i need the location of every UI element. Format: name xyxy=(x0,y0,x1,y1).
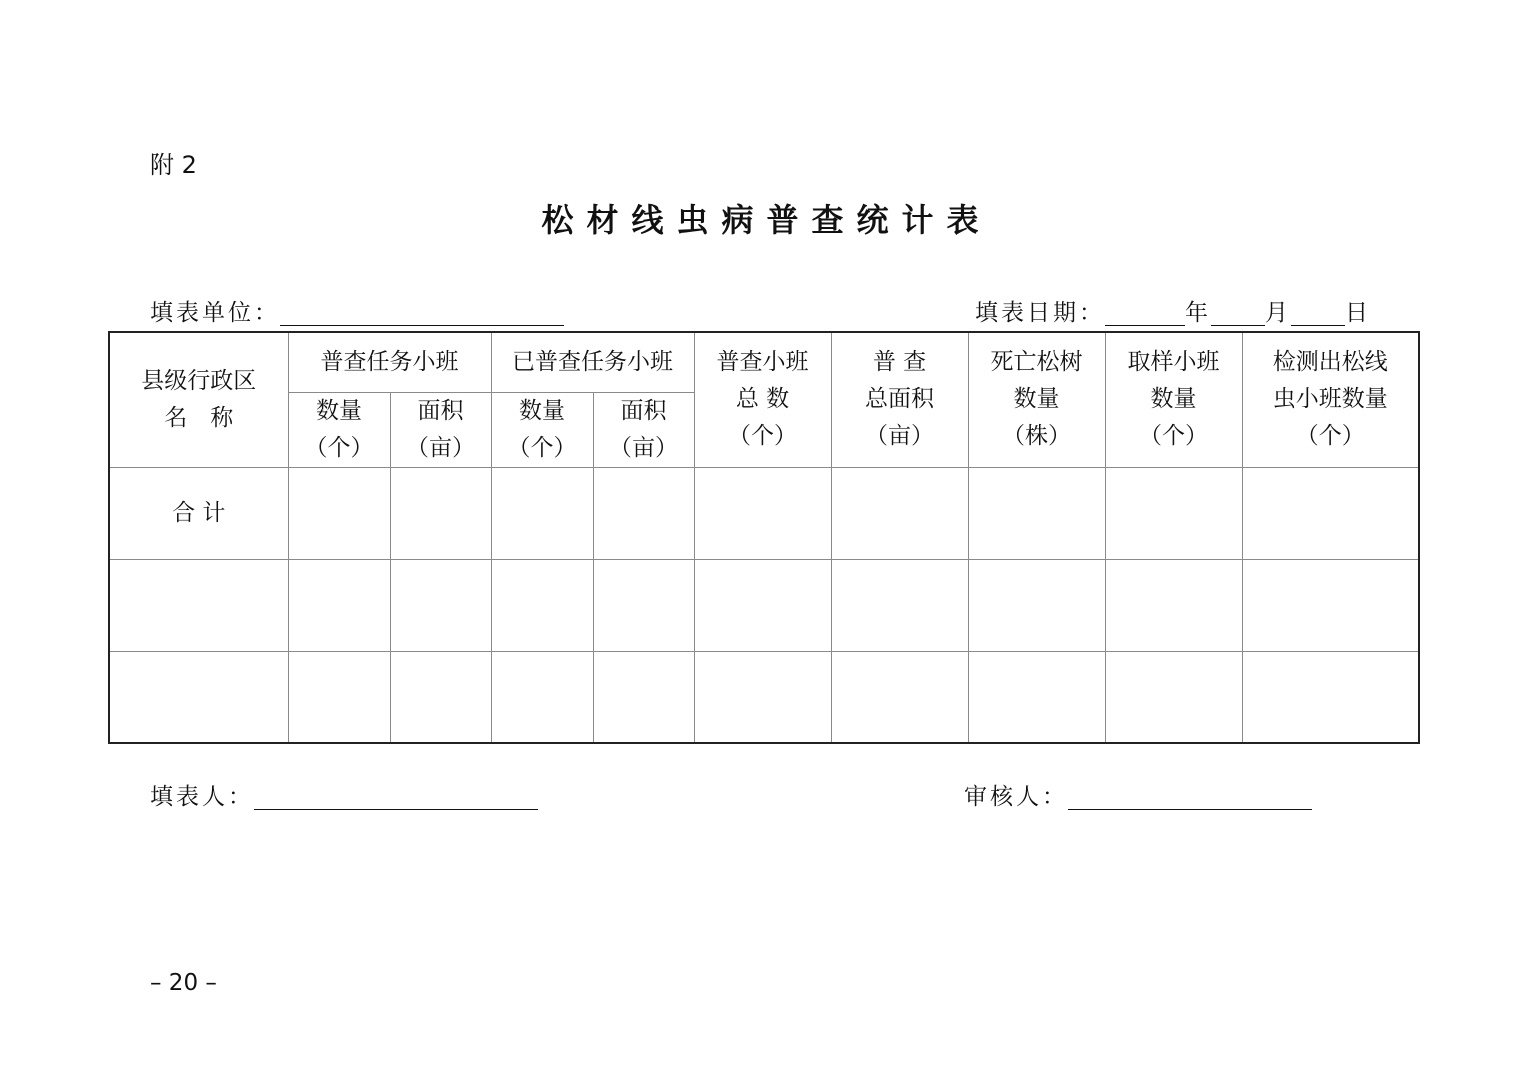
header-task-area: 面积 （亩） xyxy=(390,392,491,467)
table-cell[interactable] xyxy=(968,467,1105,559)
table-cell[interactable] xyxy=(831,467,968,559)
table-cell[interactable] xyxy=(491,651,593,743)
table-cell[interactable] xyxy=(593,559,694,651)
table-cell[interactable] xyxy=(1242,467,1419,559)
header-dead-pine-count: 死亡松树 数量 （株） xyxy=(968,332,1105,467)
header-total-subcompartments: 普查小班 总 数 （个） xyxy=(694,332,831,467)
day-label: 日 xyxy=(1345,300,1371,326)
table-cell[interactable] xyxy=(1242,559,1419,651)
page-title: 松材线虫病普查统计表 xyxy=(541,201,992,239)
header-survey-task-subcompartments: 普查任务小班 xyxy=(288,332,491,392)
table-cell[interactable] xyxy=(491,559,593,651)
year-label: 年 xyxy=(1185,300,1211,326)
filling-unit-label: 填表单位： xyxy=(150,300,280,326)
filler-field[interactable] xyxy=(254,785,538,810)
table-cell[interactable] xyxy=(288,467,390,559)
filling-day-field[interactable] xyxy=(1291,301,1345,326)
table-cell[interactable] xyxy=(1105,651,1242,743)
table-cell[interactable] xyxy=(390,651,491,743)
header-total-survey-area: 普 查 总面积 （亩） xyxy=(831,332,968,467)
filling-date-label: 填表日期： xyxy=(975,300,1105,326)
table-cell[interactable] xyxy=(491,467,593,559)
table-cell[interactable] xyxy=(390,559,491,651)
filling-date-row xyxy=(975,298,1371,328)
table-cell[interactable] xyxy=(694,651,831,743)
filler-row xyxy=(150,782,538,812)
reviewer-label: 审核人： xyxy=(964,784,1068,810)
table-cell[interactable] xyxy=(593,467,694,559)
statistics-table xyxy=(108,331,1420,744)
table-cell[interactable] xyxy=(1105,559,1242,651)
table-cell[interactable] xyxy=(288,651,390,743)
month-label: 月 xyxy=(1265,300,1291,326)
table-cell[interactable] xyxy=(694,559,831,651)
total-row-label: 合 计 xyxy=(109,467,288,559)
table-cell[interactable] xyxy=(109,651,288,743)
table-cell[interactable] xyxy=(1105,467,1242,559)
filling-month-field[interactable] xyxy=(1211,301,1265,326)
filler-label: 填表人： xyxy=(150,784,254,810)
table-cell[interactable] xyxy=(390,467,491,559)
table-cell[interactable] xyxy=(968,651,1105,743)
table-cell[interactable] xyxy=(968,559,1105,651)
filling-year-field[interactable] xyxy=(1105,301,1185,326)
table-row xyxy=(109,651,1419,743)
header-done-area: 面积 （亩） xyxy=(593,392,694,467)
filling-unit-row xyxy=(150,298,564,328)
table-cell[interactable] xyxy=(831,651,968,743)
table-cell[interactable] xyxy=(288,559,390,651)
page-number: – 20 – xyxy=(150,970,217,996)
table-cell[interactable] xyxy=(694,467,831,559)
table-row xyxy=(109,559,1419,651)
table-cell[interactable] xyxy=(1242,651,1419,743)
header-surveyed-task-subcompartments: 已普查任务小班 xyxy=(491,332,694,392)
reviewer-field[interactable] xyxy=(1068,785,1312,810)
reviewer-row xyxy=(964,782,1312,812)
table-cell[interactable] xyxy=(831,559,968,651)
header-task-count: 数量 （个） xyxy=(288,392,390,467)
table-cell[interactable] xyxy=(109,559,288,651)
header-done-count: 数量 （个） xyxy=(491,392,593,467)
annex-label: 附 2 xyxy=(150,151,197,179)
header-county-name: 县级行政区 名 称 xyxy=(109,332,288,467)
filling-unit-field[interactable] xyxy=(280,301,564,326)
table-cell[interactable] xyxy=(593,651,694,743)
header-sampled-subcompartments: 取样小班 数量 （个） xyxy=(1105,332,1242,467)
header-detected-subcompartments: 检测出松线 虫小班数量 （个） xyxy=(1242,332,1419,467)
table-row-total xyxy=(109,467,1419,559)
